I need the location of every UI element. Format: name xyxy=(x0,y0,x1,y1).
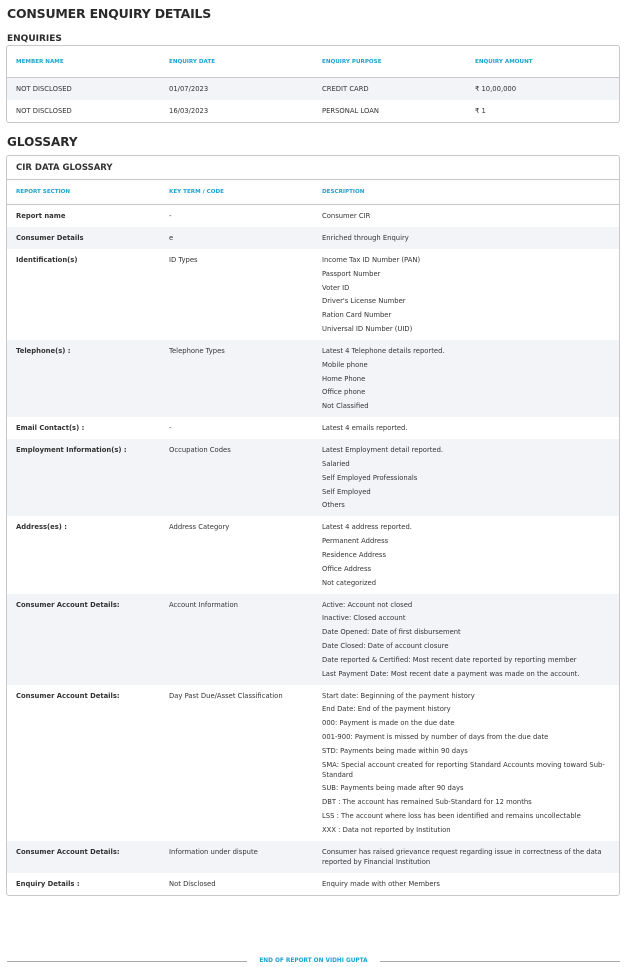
description-line: Enquiry made with other Members xyxy=(322,879,440,888)
table-row xyxy=(7,516,619,593)
description xyxy=(313,423,619,433)
report-section: Enquiry Details : xyxy=(16,879,80,888)
description-line: End Date: End of the payment history xyxy=(322,705,451,714)
description-line: LSS : The account where loss has been identified and remains uncollectable xyxy=(322,811,581,820)
description-line: Date Opened: Date of first disbursement xyxy=(322,628,461,637)
description xyxy=(313,346,619,411)
description-line: Latest 4 Telephone details reported. xyxy=(322,346,445,355)
key-term: - xyxy=(169,212,172,220)
table-row xyxy=(7,227,619,249)
member-name: NOT DISCLOSED xyxy=(16,107,72,115)
report-section: Consumer Account Details: xyxy=(16,600,120,609)
description-line: Not categorized xyxy=(322,578,377,587)
end-of-report-label: END OF REPORT ON VIDHI GUPTA xyxy=(259,958,368,964)
table-header xyxy=(7,46,619,78)
description xyxy=(313,879,619,889)
table-row xyxy=(7,873,619,895)
enquiries-heading: ENQUIRIES xyxy=(7,34,62,44)
key-term: Account Information xyxy=(169,600,238,609)
description-line: Home Phone xyxy=(322,374,366,383)
report-section: Report name xyxy=(16,212,66,220)
description-line: Latest 4 address reported. xyxy=(322,523,412,532)
description-line: Office phone xyxy=(322,388,366,397)
description xyxy=(313,211,619,221)
table-row xyxy=(7,685,619,841)
key-term: Telephone Types xyxy=(169,346,225,355)
key-term: - xyxy=(169,424,172,433)
divider xyxy=(380,961,620,962)
description-line: Not Classified xyxy=(322,402,369,411)
table-row xyxy=(7,841,619,873)
key-term: Occupation Codes xyxy=(169,446,231,455)
enquiry-date: 01/07/2023 xyxy=(169,85,209,93)
col-member-name: MEMBER NAME xyxy=(16,58,64,65)
description xyxy=(313,233,619,243)
table-row xyxy=(7,439,619,516)
table-row xyxy=(7,205,619,227)
enquiry-amount: ₹ 10,00,000 xyxy=(475,85,517,93)
report-footer xyxy=(7,958,620,964)
page-title: CONSUMER ENQUIRY DETAILS xyxy=(7,6,212,21)
description-line: Driver's License Number xyxy=(322,297,406,306)
description-line: Latest 4 emails reported. xyxy=(322,424,408,433)
col-report-section: REPORT SECTION xyxy=(16,189,71,195)
key-term: Address Category xyxy=(169,523,230,532)
key-term: Information under dispute xyxy=(169,847,258,856)
table-header xyxy=(7,180,619,205)
description-line: Active: Account not closed xyxy=(322,600,413,609)
description-line: 000: Payment is made on the due date xyxy=(322,719,455,728)
report-section: Telephone(s) : xyxy=(16,346,71,355)
key-term: e xyxy=(169,234,174,242)
description-line: Mobile phone xyxy=(322,360,368,369)
table-row xyxy=(7,340,619,417)
description-line: Residence Address xyxy=(322,550,386,559)
description-line: Others xyxy=(322,501,345,510)
description-line: Voter ID xyxy=(322,283,350,292)
description-line: Latest Employment detail reported. xyxy=(322,446,444,455)
report-section: Consumer Account Details: xyxy=(16,847,120,856)
divider xyxy=(7,961,247,962)
description-line: Self Employed Professionals xyxy=(322,473,418,482)
glossary-body xyxy=(7,205,619,895)
enquiry-amount: ₹ 1 xyxy=(475,107,486,115)
report-section: Consumer Details xyxy=(16,234,84,242)
description-line: Inactive: Closed account xyxy=(322,614,406,623)
description xyxy=(313,445,619,510)
description-line: SUB: Payments being made after 90 days xyxy=(322,784,464,793)
report-section: Email Contact(s) : xyxy=(16,424,85,433)
description-line: Date reported & Certified: Most recent date reported by reporting member xyxy=(322,655,577,664)
description xyxy=(313,522,619,587)
table-row xyxy=(7,100,619,122)
description xyxy=(313,691,619,835)
description-line: Salaried xyxy=(322,459,350,468)
description-line: Passport Number xyxy=(322,269,381,278)
enquiry-date: 16/03/2023 xyxy=(169,107,209,115)
description-line: Universal ID Number (UID) xyxy=(322,324,413,333)
description xyxy=(313,847,619,867)
description-line: Date Closed: Date of account closure xyxy=(322,641,449,650)
key-term: Not Disclosed xyxy=(169,879,216,888)
table-row xyxy=(7,78,619,100)
key-term: ID Types xyxy=(169,256,198,264)
col-enquiry-purpose: ENQUIRY PURPOSE xyxy=(322,58,382,65)
enquiries-table xyxy=(6,45,620,123)
description-line: Consumer CIR xyxy=(322,212,371,220)
description xyxy=(313,600,619,679)
description-line: 001-900: Payment is missed by number of days from the due date xyxy=(322,732,549,741)
description-line: Ration Card Number xyxy=(322,311,392,320)
description-line: SMA: Special account created for reporting Standard Accounts moving toward Sub-Standard xyxy=(322,760,605,779)
description-line: Consumer has raised grievance request regarding issue in correctness of the data reported by Financial Institution xyxy=(322,847,602,866)
description-line: DBT : The account has remained Sub-Standard for 12 months xyxy=(322,798,532,807)
description-line: Self Employed xyxy=(322,487,371,496)
description xyxy=(313,255,619,334)
table-row xyxy=(7,249,619,340)
description-line: Permanent Address xyxy=(322,537,389,546)
col-description: DESCRIPTION xyxy=(322,189,365,195)
report-section: Address(es) : xyxy=(16,523,67,532)
col-enquiry-date: ENQUIRY DATE xyxy=(169,58,216,65)
description-line: Office Address xyxy=(322,564,372,573)
report-section: Identification(s) xyxy=(16,256,78,264)
col-key-term: KEY TERM / CODE xyxy=(169,189,224,195)
report-section: Consumer Account Details: xyxy=(16,691,120,700)
enquiry-purpose: CREDIT CARD xyxy=(322,85,369,93)
key-term: Day Past Due/Asset Classification xyxy=(169,691,283,700)
description-line: Enriched through Enquiry xyxy=(322,234,409,242)
member-name: NOT DISCLOSED xyxy=(16,85,72,93)
enquiry-purpose: PERSONAL LOAN xyxy=(322,107,379,115)
table-row xyxy=(7,417,619,439)
report-section: Employment Information(s) : xyxy=(16,446,127,455)
table-row xyxy=(7,594,619,685)
glossary-heading: GLOSSARY xyxy=(7,135,78,149)
description-line: Start date: Beginning of the payment history xyxy=(322,691,475,700)
glossary-card-title: CIR DATA GLOSSARY xyxy=(7,156,619,180)
description-line: STD: Payments being made within 90 days xyxy=(322,746,468,755)
glossary-table xyxy=(6,155,620,896)
description-line: Income Tax ID Number (PAN) xyxy=(322,256,421,264)
description-line: XXX : Data not reported by Institution xyxy=(322,825,451,834)
description-line: Last Payment Date: Most recent date a payment was made on the account. xyxy=(322,669,580,678)
col-enquiry-amount: ENQUIRY AMOUNT xyxy=(475,58,533,65)
